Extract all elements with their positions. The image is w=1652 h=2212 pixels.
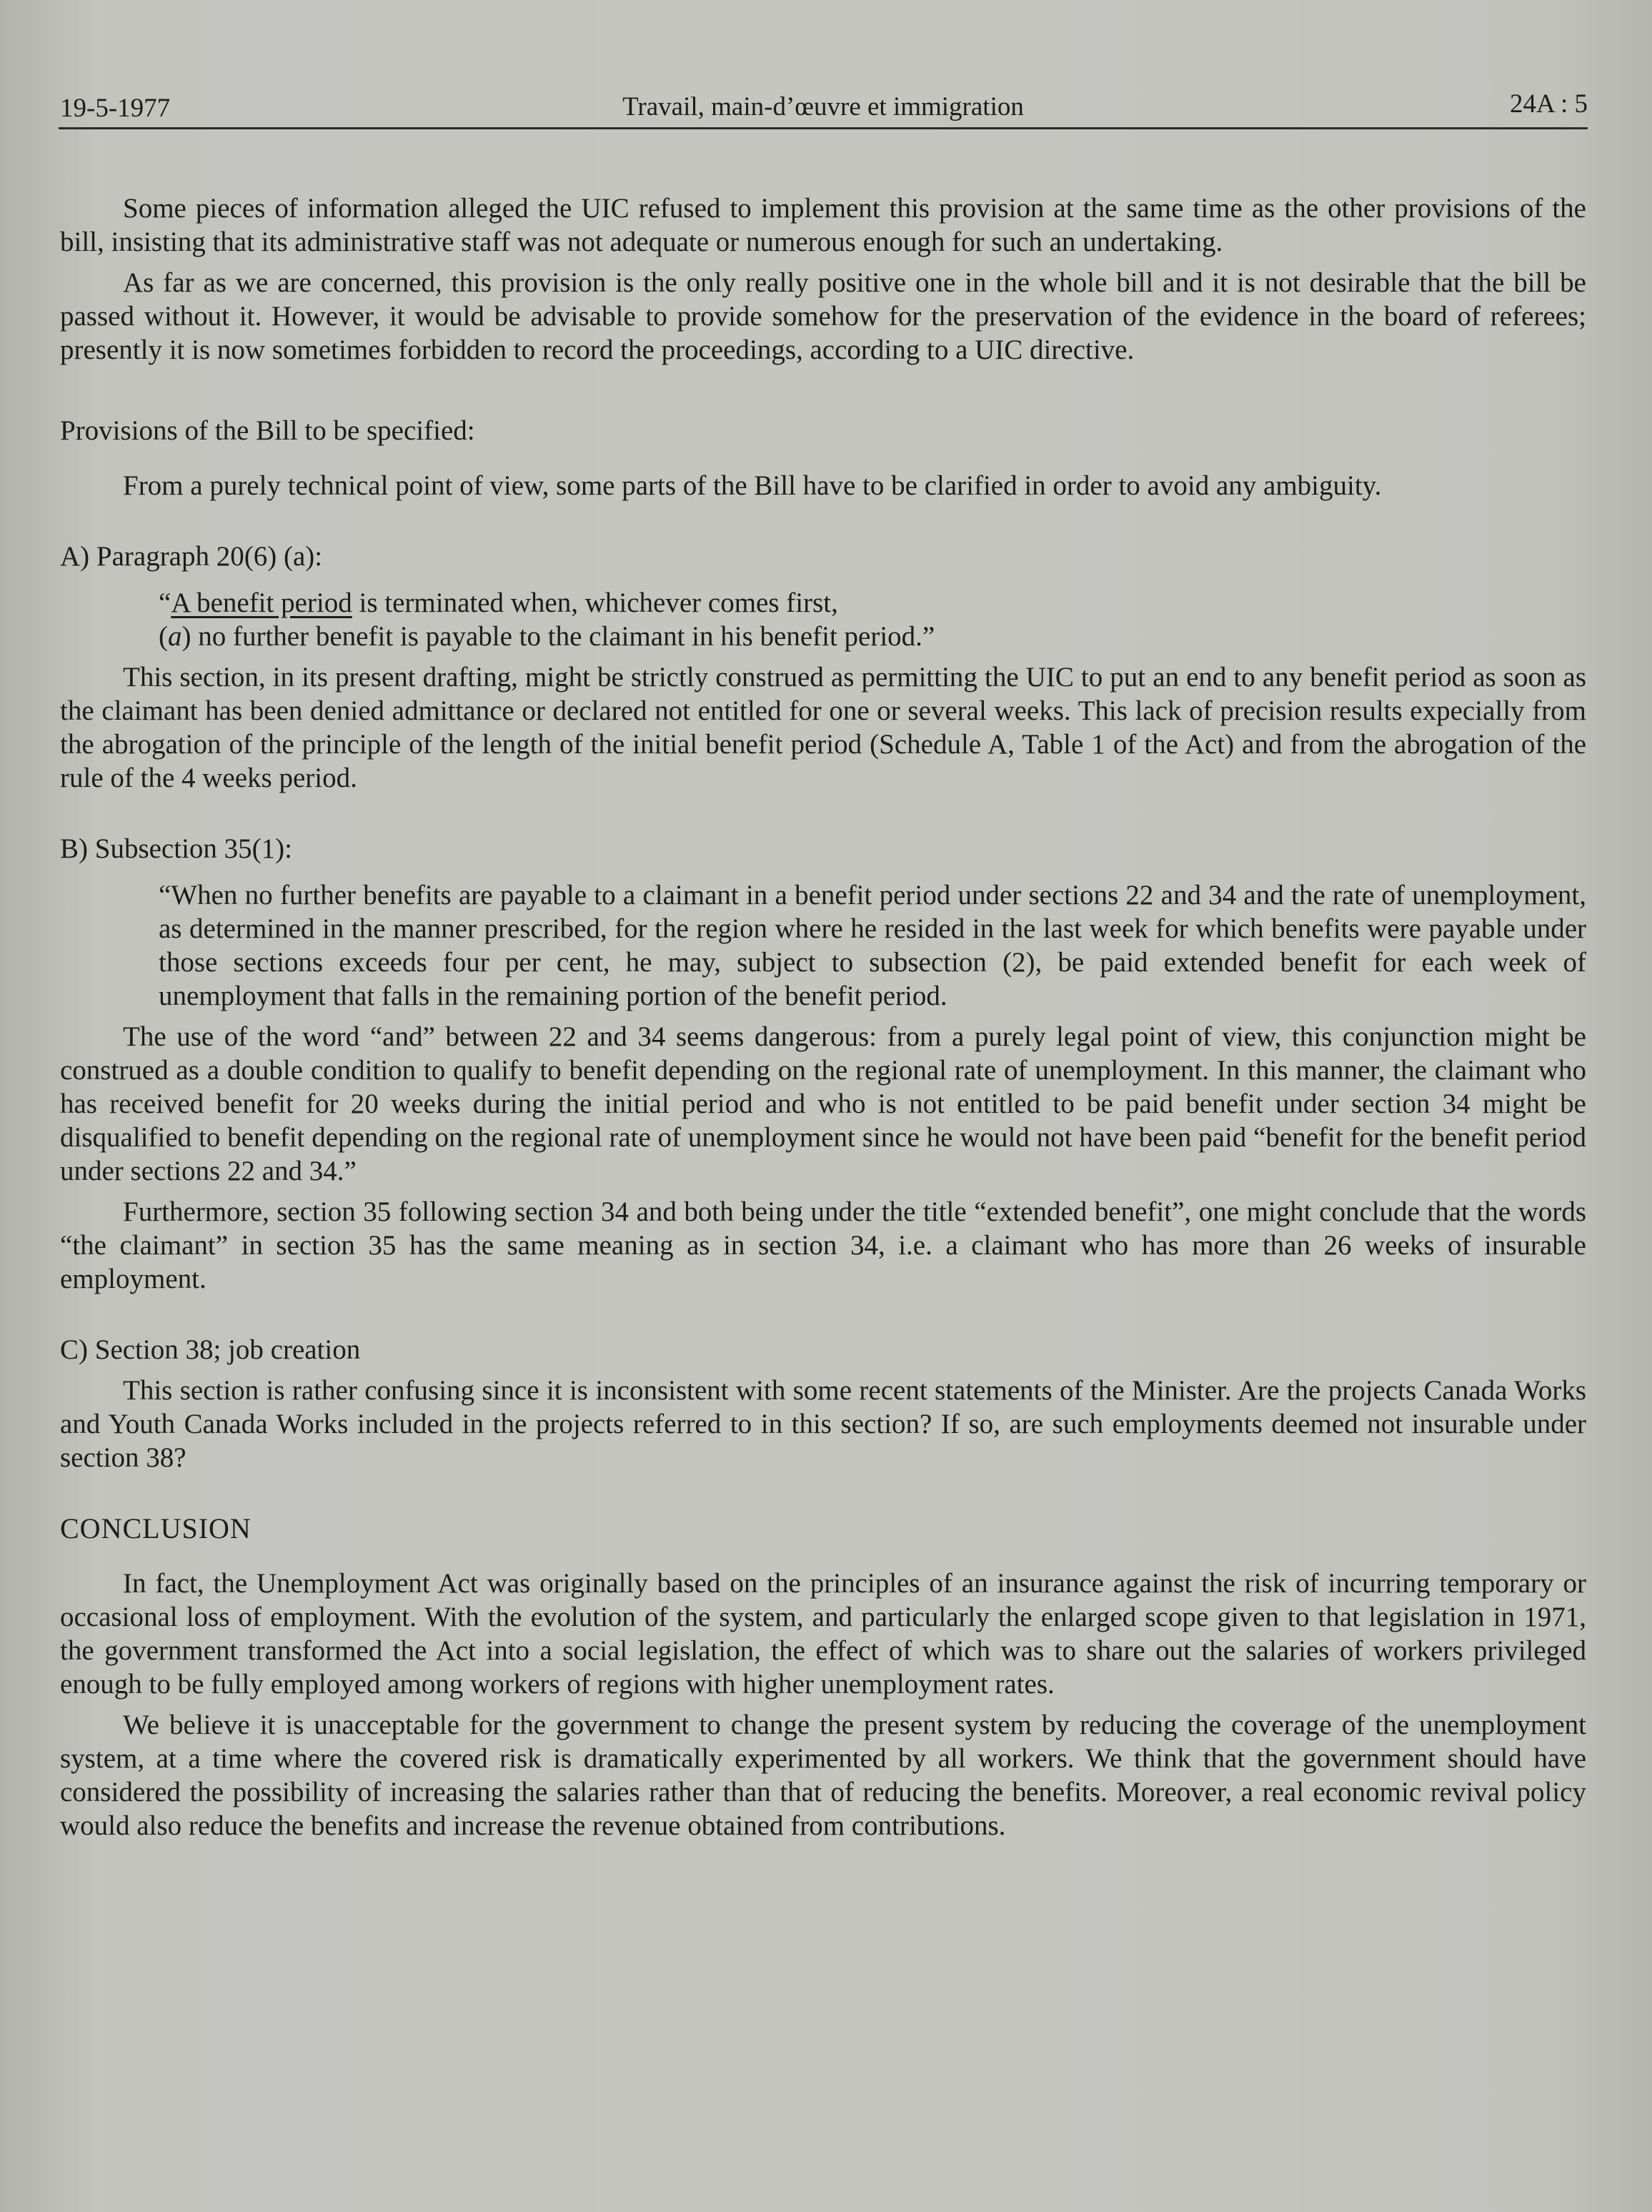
document-body xyxy=(60,192,1586,1842)
quote-underlined-term: A benefit period xyxy=(171,587,352,618)
conclusion-heading: CONCLUSION xyxy=(60,1512,252,1544)
header-page-number: 24A : 5 xyxy=(1510,89,1588,119)
quote-a-line1: “A benefit period is terminated when, whichever comes first, xyxy=(159,587,838,618)
header-title: Travail, main-d’œuvre et immigration xyxy=(622,92,1024,121)
quote-a-line2: (a) no further benefit is payable to the claimant in his benefit period.” xyxy=(159,621,935,652)
paragraph-position: As far as we are concerned, this provision is the only really positive one in the whole bill and it is not desirable that the bill be passed without it. However, it would be advisable to provide somehow for the preservation of the evidence in the board of referees; presently it is now sometimes forbidden to record the proceedings, according to a UIC directive. xyxy=(60,267,1586,365)
paragraph-conclusion-2: We believe it is unacceptable for the government to change the present system by reducing the coverage of the unemployment system, at a time where the covered risk is dramatically experimented by all workers. We think that the government should have considered the possibility of increasing the salaries rather than that of reducing the benefits. Moreover, a real economic revival policy would also reduce the benefits and increase the revenue obtained from contributions. xyxy=(60,1710,1586,1841)
section-heading-a: A) Paragraph 20(6) (a): xyxy=(60,541,323,572)
paragraph-b-analysis: The use of the word “and” between 22 and 34 seems dangerous: from a purely legal point of view, this conjunction might be construed as a double condition to qualify to benefit depending on the regional rate of unemployment. In this manner, the claimant who has received benefit for 20 weeks during the initial period and who is not entitled to be paid benefit under section 34 might be disqualified to benefit depending on the regional rate of unemployment since he would not have been paid “benefit for the benefit period under sections 22 and 34.” xyxy=(60,1021,1586,1186)
page-header xyxy=(59,84,1588,129)
paragraph-c-analysis: This section is rather confusing since it is inconsistent with some recent statements of the Minister. Are the projects Canada Works and Youth Canada Works included in the projects referred to in this section? If so, are such employments deemed not insurable under section 38? xyxy=(60,1375,1586,1473)
quote-b: “When no further benefits are payable to a claimant in a benefit period under sections 22 and 34 and the rate of unemployment, as determined in the manner prescribed, for the region where he resided in the last week for which benefits were payable under those sections exceeds four per cent, he may, subject to subsection (2), be paid extended benefit for each week of unemployment that falls in the remaining portion of the benefit period. xyxy=(159,880,1586,1011)
paragraph-technical: From a purely technical point of view, some parts of the Bill have to be clarified in order to avoid any ambiguity. xyxy=(123,470,1382,501)
header-date: 19-5-1977 xyxy=(60,94,171,123)
section-heading-b: B) Subsection 35(1): xyxy=(60,833,292,864)
paragraph-a-analysis: This section, in its present drafting, might be strictly construed as permitting the UIC to put an end to any benefit period as soon as the claimant has been denied admittance or declared not entitled for one or several weeks. This lack of precision results expecially from the abrogation of the principle of the length of the initial benefit period (Schedule A, Table 1 of the Act) and from the abrogation of the rule of the 4 weeks period. xyxy=(60,662,1586,793)
section-heading-c: C) Section 38; job creation xyxy=(60,1334,361,1365)
paragraph-uic-refusal: Some pieces of information alleged the UIC refused to implement this provision at the same time as the other provisions of the bill, insisting that its administrative staff was not adequate or numerous enough for such an undertaking. xyxy=(60,193,1586,257)
section-heading-provisions: Provisions of the Bill to be specified: xyxy=(60,415,475,446)
paragraph-b-furthermore: Furthermore, section 35 following section 34 and both being under the title “extended benefit”, one might conclude that the words “the claimant” in section 35 has the same meaning as in section 34, i.e. a claimant who has more than 26 weeks of insurable employment. xyxy=(60,1196,1586,1294)
paragraph-conclusion-1: In fact, the Unemployment Act was originally based on the principles of an insurance against the risk of incurring temporary or occasional loss of employment. With the evolution of the system, and particularly the enlarged scope given to that legislation in 1971, the government transformed the Act into a social legislation, the effect of which was to share out the salaries of workers privileged enough to be fully employed among workers of regions with higher unemployment rates. xyxy=(60,1568,1586,1700)
